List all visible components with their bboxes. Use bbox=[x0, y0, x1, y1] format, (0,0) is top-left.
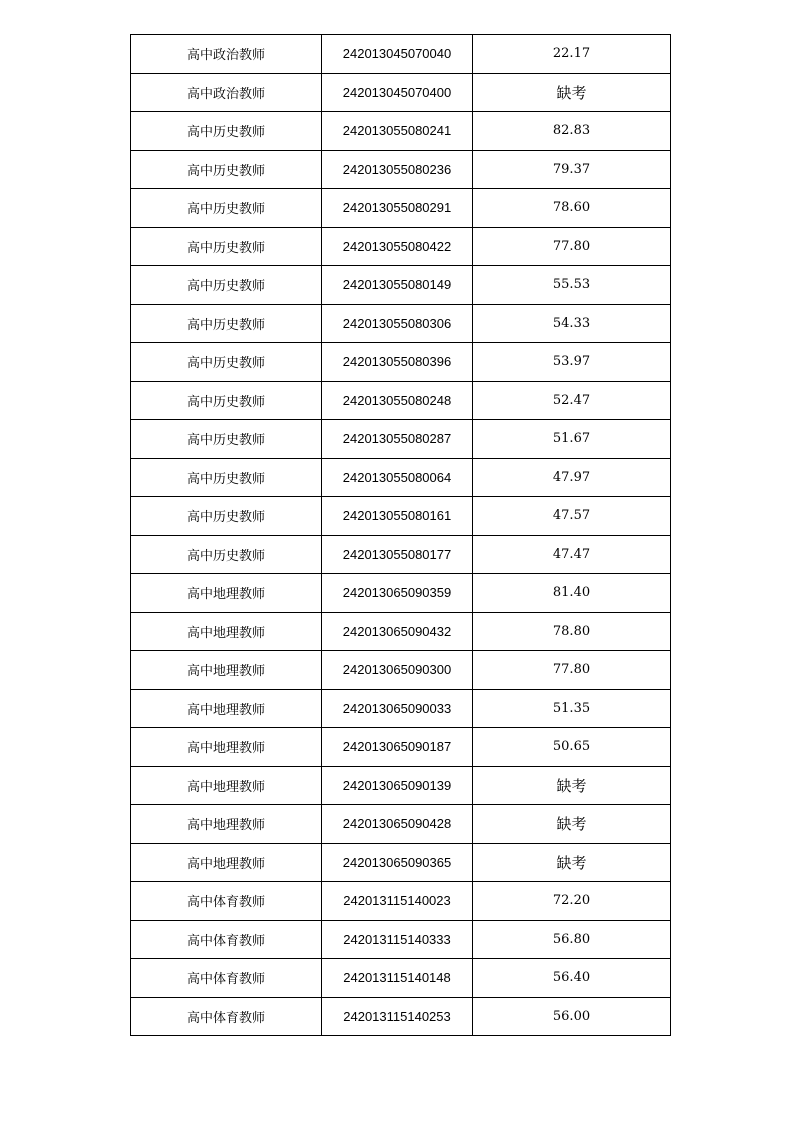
exam-id-cell: 242013045070400 bbox=[322, 73, 473, 112]
score-cell: 缺考 bbox=[473, 766, 671, 805]
score-cell: 78.60 bbox=[473, 189, 671, 228]
position-cell: 高中历史教师 bbox=[131, 189, 322, 228]
table-row bbox=[131, 112, 671, 151]
score-cell: 缺考 bbox=[473, 805, 671, 844]
exam-id-cell: 242013115140253 bbox=[322, 997, 473, 1036]
table-row bbox=[131, 920, 671, 959]
table-row bbox=[131, 35, 671, 74]
position-cell: 高中历史教师 bbox=[131, 458, 322, 497]
score-cell: 72.20 bbox=[473, 882, 671, 921]
score-cell: 53.97 bbox=[473, 343, 671, 382]
position-cell: 高中历史教师 bbox=[131, 497, 322, 536]
table-row bbox=[131, 728, 671, 767]
position-cell: 高中地理教师 bbox=[131, 766, 322, 805]
score-cell: 缺考 bbox=[473, 843, 671, 882]
position-cell: 高中地理教师 bbox=[131, 843, 322, 882]
position-cell: 高中地理教师 bbox=[131, 574, 322, 613]
position-cell: 高中地理教师 bbox=[131, 689, 322, 728]
exam-id-cell: 242013055080177 bbox=[322, 535, 473, 574]
table-row bbox=[131, 227, 671, 266]
position-cell: 高中政治教师 bbox=[131, 35, 322, 74]
exam-id-cell: 242013055080306 bbox=[322, 304, 473, 343]
exam-id-cell: 242013065090359 bbox=[322, 574, 473, 613]
score-cell: 52.47 bbox=[473, 381, 671, 420]
table-row bbox=[131, 766, 671, 805]
exam-id-cell: 242013055080064 bbox=[322, 458, 473, 497]
score-cell: 56.40 bbox=[473, 959, 671, 998]
score-cell: 51.67 bbox=[473, 420, 671, 459]
table-row bbox=[131, 574, 671, 613]
score-cell: 77.80 bbox=[473, 227, 671, 266]
position-cell: 高中历史教师 bbox=[131, 112, 322, 151]
exam-id-cell: 242013045070040 bbox=[322, 35, 473, 74]
table-row bbox=[131, 689, 671, 728]
score-cell: 55.53 bbox=[473, 266, 671, 305]
table-row bbox=[131, 150, 671, 189]
table-row bbox=[131, 73, 671, 112]
table-row bbox=[131, 189, 671, 228]
table-row bbox=[131, 843, 671, 882]
exam-id-cell: 242013115140023 bbox=[322, 882, 473, 921]
position-cell: 高中地理教师 bbox=[131, 651, 322, 690]
position-cell: 高中体育教师 bbox=[131, 882, 322, 921]
score-cell: 22.17 bbox=[473, 35, 671, 74]
score-cell: 77.80 bbox=[473, 651, 671, 690]
score-table bbox=[130, 34, 671, 1036]
score-cell: 79.37 bbox=[473, 150, 671, 189]
exam-id-cell: 242013065090033 bbox=[322, 689, 473, 728]
table-row bbox=[131, 959, 671, 998]
exam-id-cell: 242013065090432 bbox=[322, 612, 473, 651]
position-cell: 高中体育教师 bbox=[131, 959, 322, 998]
exam-id-cell: 242013055080161 bbox=[322, 497, 473, 536]
score-cell: 缺考 bbox=[473, 73, 671, 112]
position-cell: 高中体育教师 bbox=[131, 920, 322, 959]
exam-id-cell: 242013065090300 bbox=[322, 651, 473, 690]
position-cell: 高中历史教师 bbox=[131, 227, 322, 266]
exam-id-cell: 242013065090365 bbox=[322, 843, 473, 882]
table-row bbox=[131, 997, 671, 1036]
table-row bbox=[131, 651, 671, 690]
score-cell: 51.35 bbox=[473, 689, 671, 728]
score-cell: 47.57 bbox=[473, 497, 671, 536]
exam-id-cell: 242013065090428 bbox=[322, 805, 473, 844]
exam-id-cell: 242013055080149 bbox=[322, 266, 473, 305]
table-row bbox=[131, 458, 671, 497]
position-cell: 高中历史教师 bbox=[131, 343, 322, 382]
score-cell: 56.80 bbox=[473, 920, 671, 959]
position-cell: 高中历史教师 bbox=[131, 150, 322, 189]
exam-id-cell: 242013055080422 bbox=[322, 227, 473, 266]
score-cell: 47.47 bbox=[473, 535, 671, 574]
position-cell: 高中历史教师 bbox=[131, 381, 322, 420]
exam-id-cell: 242013115140148 bbox=[322, 959, 473, 998]
score-cell: 50.65 bbox=[473, 728, 671, 767]
position-cell: 高中历史教师 bbox=[131, 304, 322, 343]
table-row bbox=[131, 266, 671, 305]
position-cell: 高中地理教师 bbox=[131, 728, 322, 767]
position-cell: 高中政治教师 bbox=[131, 73, 322, 112]
score-cell: 47.97 bbox=[473, 458, 671, 497]
exam-id-cell: 242013055080287 bbox=[322, 420, 473, 459]
table-row bbox=[131, 381, 671, 420]
score-cell: 82.83 bbox=[473, 112, 671, 151]
exam-id-cell: 242013055080291 bbox=[322, 189, 473, 228]
score-cell: 78.80 bbox=[473, 612, 671, 651]
table-row bbox=[131, 612, 671, 651]
position-cell: 高中历史教师 bbox=[131, 535, 322, 574]
exam-id-cell: 242013055080248 bbox=[322, 381, 473, 420]
position-cell: 高中地理教师 bbox=[131, 805, 322, 844]
table-row bbox=[131, 343, 671, 382]
score-cell: 54.33 bbox=[473, 304, 671, 343]
position-cell: 高中地理教师 bbox=[131, 612, 322, 651]
table-row bbox=[131, 497, 671, 536]
exam-id-cell: 242013055080396 bbox=[322, 343, 473, 382]
position-cell: 高中历史教师 bbox=[131, 266, 322, 305]
score-cell: 81.40 bbox=[473, 574, 671, 613]
exam-id-cell: 242013115140333 bbox=[322, 920, 473, 959]
exam-id-cell: 242013055080236 bbox=[322, 150, 473, 189]
table-row bbox=[131, 304, 671, 343]
score-cell: 56.00 bbox=[473, 997, 671, 1036]
position-cell: 高中历史教师 bbox=[131, 420, 322, 459]
table-row bbox=[131, 535, 671, 574]
exam-id-cell: 242013055080241 bbox=[322, 112, 473, 151]
position-cell: 高中体育教师 bbox=[131, 997, 322, 1036]
table-row bbox=[131, 805, 671, 844]
exam-id-cell: 242013065090187 bbox=[322, 728, 473, 767]
table-row bbox=[131, 420, 671, 459]
table-row bbox=[131, 882, 671, 921]
exam-id-cell: 242013065090139 bbox=[322, 766, 473, 805]
score-table-body bbox=[131, 35, 671, 1036]
